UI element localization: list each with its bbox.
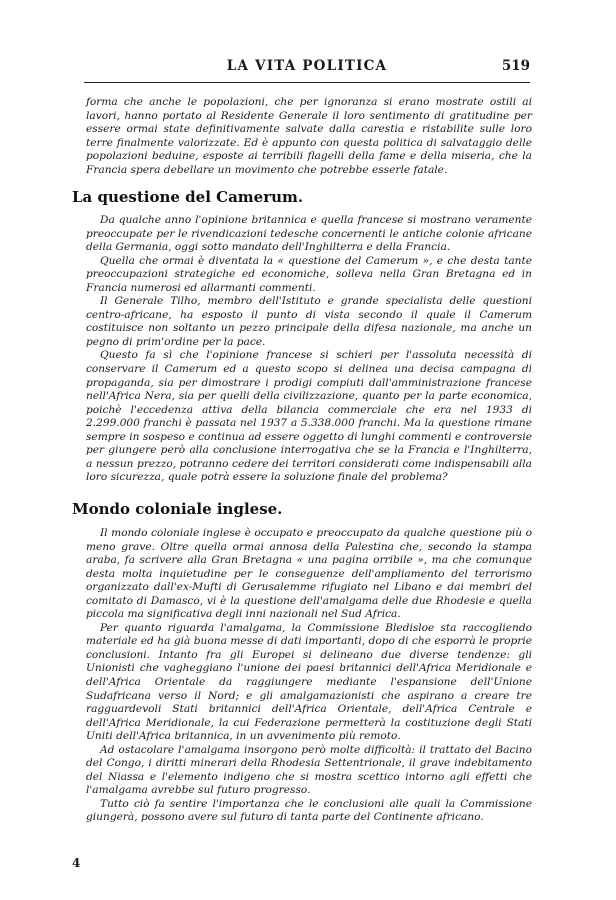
camerum-paragraph-4: Questo fa sì che l'opinione francese si schieri per l'assoluta necessità di conservare il Camerum ed a questo scopo si delinea una decisa campagna di propaganda, sia per dimostrare i prodigi compiuti dall'amministrazione francese nell'Africa Nera, sia per quelli della civilizzazione, quanto per la parte economica, poichè l'eccedenza attiva della bilancia commerciale che era nel 1933 di 2.299.000 franchi è passata nel 1937 a 5.338.000 franchi. Ma la questione rimane sempre in sospeso e continua ad essere oggetto di lunghi commenti e controversie per giungere però alla conclusione interrogativa che se la Francia e l'Inghilterra, a nessun prezzo, potranno cedere dei territori considerati come indispensabili alla loro sicurezza, quale potrà essere la soluzione finale del problema? xyxy=(86,349,532,484)
camerum-paragraph-3: Il Generale Tilho, membro dell'Istituto e grande specialista delle questioni centro-africane, ha esposto il punto di vista secondo il quale il Camerum costituisce non soltanto un pezzo principale della difesa nazionale, ma anche un pegno di prim'ordine per la pace. xyxy=(86,295,532,348)
page-number: 519 xyxy=(501,58,530,74)
section-heading-camerum: La questione del Camerum. xyxy=(72,188,304,206)
running-title: LA VITA POLITICA xyxy=(226,58,388,74)
camerum-paragraph-2: Quella che ormai è diventata la « questione del Camerum », e che desta tante preoccupazioni strategiche ed economiche, solleva nella Gran Bretagna ed in Francia numerosi ed allarmanti commenti. xyxy=(86,254,532,294)
running-header xyxy=(84,56,530,83)
folio-number: 4 xyxy=(72,856,81,870)
section-body-camerum xyxy=(86,214,532,485)
section-body-mondo-coloniale xyxy=(86,527,532,825)
intro-block xyxy=(86,96,532,177)
intro-paragraph: forma che anche le popolazioni, che per ignoranza si erano mostrate ostili ai lavori, hanno portato al Residente Generale il loro sentimento di gratitudine per essere ormai state definitivamente salvate dalla carestia e ristabilite sulle loro terre finalmente valorizzate. Ed è appunto con questa politica di salvataggio delle popolazioni beduine, esposte ai terribili flagelli della fame e della miseria, che la Francia spera debellare un movimento che potrebbe esserle fatale. xyxy=(86,96,532,176)
mondo-paragraph-4: Tutto ciò fa sentire l'importanza che le conclusioni alle quali la Commissione giungerà, possono avere sul futuro di tanta parte del Continente africano. xyxy=(86,797,532,824)
mondo-paragraph-1: Il mondo coloniale inglese è occupato e preoccupato da qualche questione più o meno grave. Oltre quella ormai annosa della Palestina che, secondo la stampa araba, fa scrivere alla Gran Bretagna « una pagina orribile », ma che comunque desta molta inquietudine per le conseguenze dell'ampliamento del terrorismo organizzato dall'ex-Mufti di Gerusalemme rifugiato nel Libano e dai membri del comitato di Damasco, vi è la questione dell'amalgama delle due Rhodesie e quella piccola ma significativa degli inni nazionali nel Sud Africa. xyxy=(86,527,532,621)
camerum-paragraph-1: Da qualche anno l'opinione britannica e quella francese si mostrano veramente preoccupate per le rivendicazioni tedesche concernenti le antiche colonie africane della Germania, oggi sotto mandato dell'Inghilterra e della Francia. xyxy=(86,214,532,254)
mondo-paragraph-2: Per quanto riguarda l'amalgama, la Commissione Bledisloe sta raccogliendo materiale ed ha già buona messe di dati importanti, dopo di che esporrà le proprie conclusioni. Intanto fra gli Europei si delineano due diverse tendenze: gli Unionisti che vagheggiano l'unione dei paesi britannici dell'Africa Meridionale e dell'Africa Orientale da raggiungere mediante l'espansione dell'Unione Sudafricana verso il Nord; e gli amalgamazionisti che aspirano a creare tre ragguardevoli Stati britannici dell'Africa Orientale, dell'Africa Centrale e dell'Africa Meridionale, la cui Federazione permetterà la costituzione degli Stati Uniti dell'Africa britannica, in un avvenimento più remoto. xyxy=(86,621,532,743)
section-heading-mondo-coloniale: Mondo coloniale inglese. xyxy=(72,500,283,518)
mondo-paragraph-3: Ad ostacolare l'amalgama insorgono però molte difficoltà: il trattato del Bacino del Congo, i diritti minerari della Rhodesia Settentrionale, il grave indebitamento del Niassa e l'elemento indigeno che si mostra scettico intorno agli effetti che l'amalgama avrebbe sul futuro progresso. xyxy=(86,743,532,797)
